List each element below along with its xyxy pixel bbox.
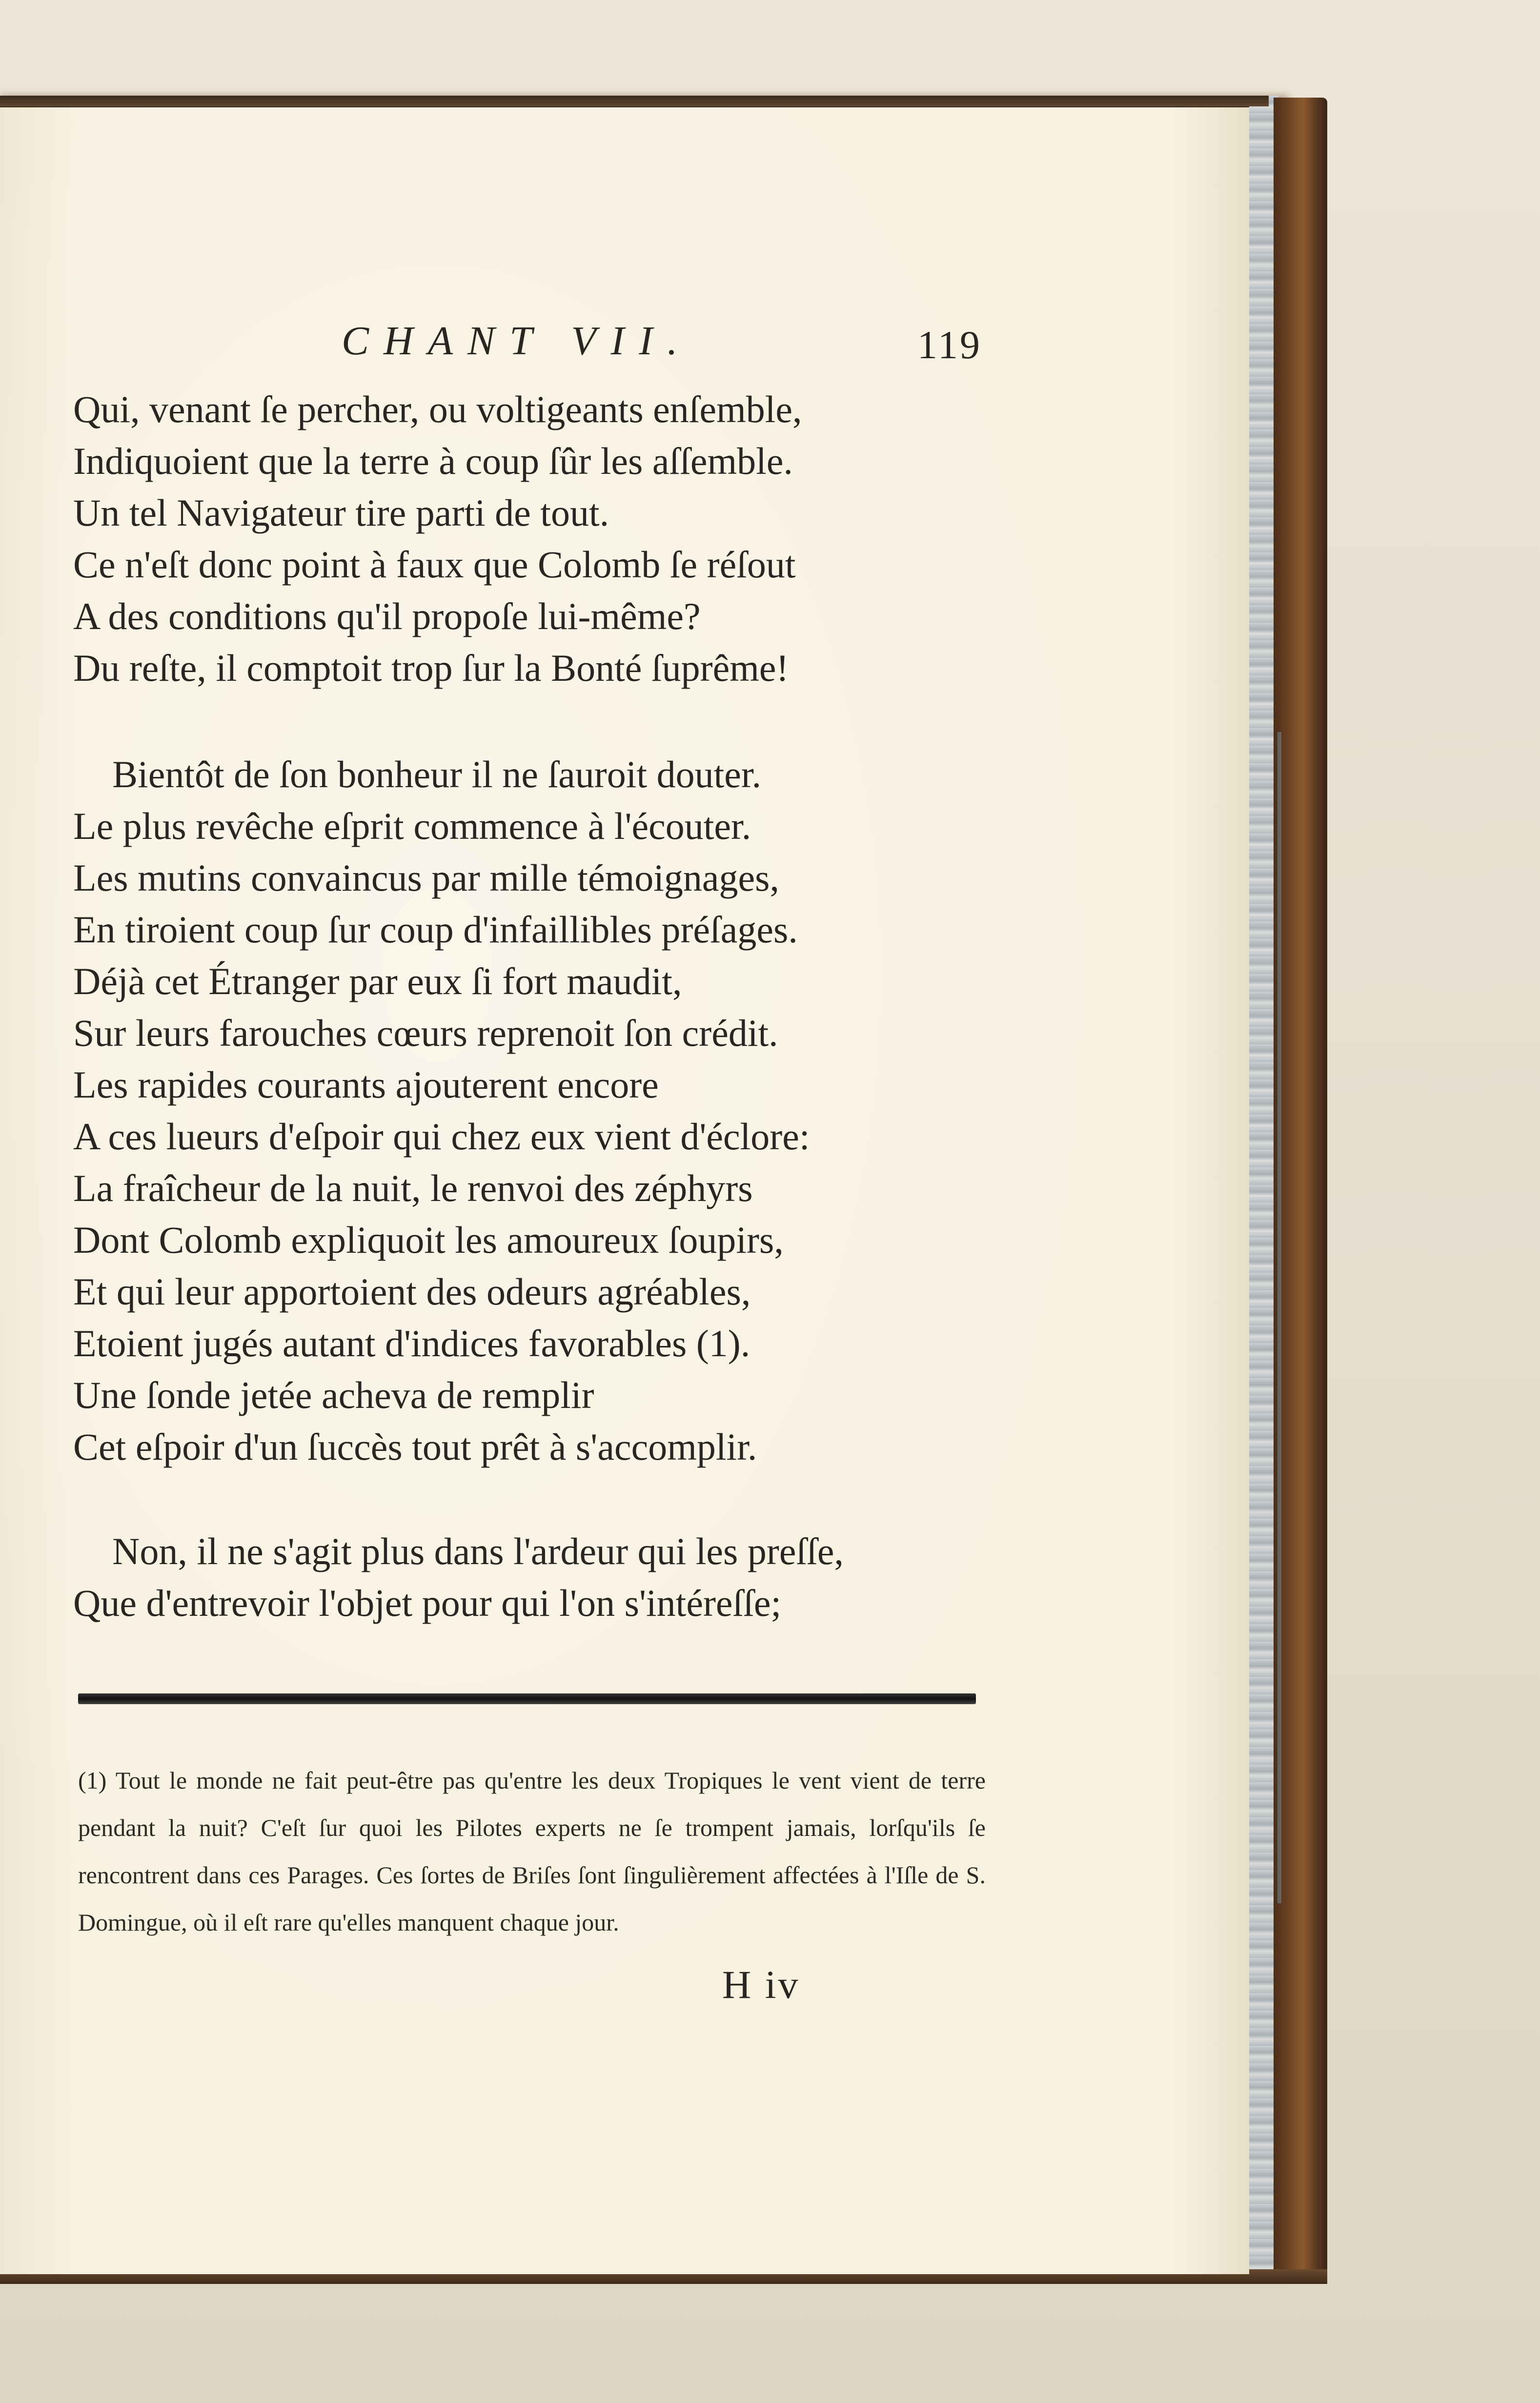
footnote: (1) Tout le monde ne fait peut-être pas qu'entre les deux Tropiques le vent vient de terre pendant la nuit? C'eſt ſur quoi les Pilotes experts ne ſe trompent jamais, lorſqu'ils ſe rencontrent dans ces Parages. Ces ſortes de Briſes ſont ſingulièrement affectées à l'Iſle de S. Domingue, où il eſt rare qu'elles manquent chaque jour.: [78, 1767, 986, 1936]
verse-line: Un tel Navigateur tire parti de tout.: [73, 491, 609, 534]
verse-line: En tiroient coup ſur coup d'infaillibles préſages.: [73, 908, 798, 951]
verse-line: Dont Colomb expliquoit les amoureux ſoupirs,: [73, 1219, 784, 1261]
verse-line: Que d'entrevoir l'objet pour qui l'on s'intéreſſe;: [73, 1582, 782, 1624]
verse-line: Etoient jugés autant d'indices favorables (1).: [73, 1322, 750, 1364]
verse-line-first: Non, il ne s'agit plus dans l'ardeur qui les preſſe,: [112, 1530, 844, 1572]
verse-line: Une ſonde jetée acheva de remplir: [73, 1374, 594, 1416]
page-edge-marks: [1277, 732, 1281, 1903]
verse-line: Du reſte, il comptoit trop ſur la Bonté ſuprême!: [73, 647, 789, 689]
verse-line: Déjà cet Étranger par eux ſi fort maudit,: [73, 960, 682, 1002]
verse-line: Sur leurs farouches cœurs reprenoit ſon crédit.: [73, 1012, 778, 1054]
verse-line-first: Bientôt de ſon bonheur il ne ſauroit douter.: [112, 753, 762, 795]
verse-line: Cet eſpoir d'un ſuccès tout prêt à s'accomplir.: [73, 1426, 757, 1468]
verse-line: Le plus revêche eſprit commence à l'écouter.: [73, 805, 751, 847]
verse-line: A des conditions qu'il propoſe lui-même?: [73, 595, 701, 637]
verse-line: Et qui leur apportoient des odeurs agréables,: [73, 1270, 751, 1313]
verse-line: Les mutins convaincus par mille témoignages,: [73, 856, 779, 899]
verse-line: Qui, venant ſe percher, ou voltigeants enſemble,: [73, 388, 802, 430]
signature-mark: H iv: [722, 1962, 800, 2007]
page-number: 119: [917, 323, 982, 367]
verse-line: Les rapides courants ajouterent encore: [73, 1063, 659, 1106]
verse-line: A ces lueurs d'eſpoir qui chez eux vient d'éclore:: [73, 1115, 810, 1158]
verse-line: La fraîcheur de la nuit, le renvoi des zéphyrs: [73, 1167, 753, 1209]
book-cover-top: [0, 96, 1269, 106]
verse-line: Ce n'eſt donc point à faux que Colomb ſe réſout: [73, 543, 796, 586]
verse-line: Indiquoient que la terre à coup ſûr les aſſemble.: [73, 440, 793, 482]
footnote-rule: [78, 1693, 976, 1704]
running-head-title: CHANT VII.: [342, 318, 692, 364]
book-cover-edge: [1274, 98, 1327, 2284]
